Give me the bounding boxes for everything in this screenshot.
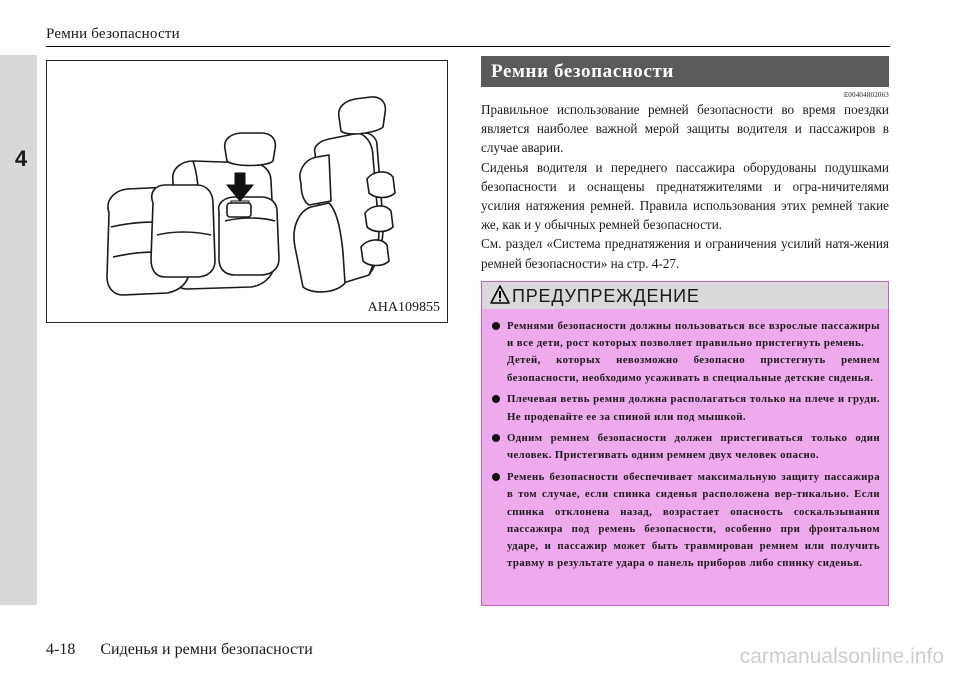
watermark: carmanualsonline.info xyxy=(739,645,944,668)
warning-item-text: Детей, которых невозможно безопасно пристегнуть ремнем безопасности, необходимо усаживать в специальные детские сиденья. xyxy=(507,354,880,384)
warning-box xyxy=(481,281,889,606)
warning-list xyxy=(490,318,880,577)
warning-triangle-icon xyxy=(490,285,510,304)
warning-item xyxy=(490,318,880,387)
warning-item-text: Ремень безопасности обеспечивает максимальную защиту пассажира в том случае, если спинка сиденья расположена вер-тикально. Если спинка отклонена назад, возрастает опасность соскальзывания пассажира под ремень безопасности, особенно при фронтальном ударе, и пассажир может быть травмирован ремнем или получить травму в результате удара о панель приборов либо спинку сиденья. xyxy=(507,471,880,570)
running-header-title: Ремни безопасности xyxy=(46,26,180,42)
header-divider xyxy=(46,46,890,47)
bullet-icon xyxy=(492,322,500,330)
warning-item-text: Одним ремнем безопасности должен пристегиваться только один человек. Пристегивать одним ремнем двух человек опасно. xyxy=(507,432,880,462)
chapter-tab xyxy=(0,55,37,605)
page-number: 4-18 xyxy=(46,641,76,658)
seat-belt-illustration xyxy=(47,61,447,322)
warning-item xyxy=(490,430,880,464)
warning-item-text: Плечевая ветвь ремня должна располагаться только на плече и груди. Не продевайте ее за спиной или под мышкой. xyxy=(507,393,880,423)
warning-item xyxy=(490,469,880,572)
bullet-icon xyxy=(492,395,500,403)
warning-item-text: Ремнями безопасности должны пользоваться все взрослые пассажиры и все дети, рост которых позволяет правильно пристегнуть ремень. xyxy=(507,320,880,350)
document-code: E00404802063 xyxy=(843,91,889,99)
body-paragraph: См. раздел «Система преднатяжения и ограничения усилий натя-жения ремней безопасности» на стр. 4-27. xyxy=(481,236,889,271)
figure-code: AHA109855 xyxy=(367,300,440,315)
section-body xyxy=(481,100,889,273)
warning-title: ПРЕДУПРЕЖДЕНИЕ xyxy=(512,286,700,306)
body-paragraph: Правильное использование ремней безопасности во время поездки является наиболее важной мерой защиты водителя и пассажиров в случае аварии. xyxy=(481,102,889,156)
section-title: Ремни безопасности xyxy=(481,56,889,87)
bullet-icon xyxy=(492,473,500,481)
warning-item xyxy=(490,391,880,425)
chapter-number: 4 xyxy=(14,146,28,171)
bullet-icon xyxy=(492,434,500,442)
page-footer xyxy=(46,641,313,659)
body-paragraph: Сиденья водителя и переднего пассажира оборудованы подушками безопасности и оснащены преднатяжителями и огра-ничителями усилия натяжения ремней. Правила использования этих ремней такие же, как и у обычных ремней безопасности. xyxy=(481,159,889,233)
footer-chapter-title: Сиденья и ремни безопасности xyxy=(100,641,313,658)
seat-illustration-figure xyxy=(46,60,448,323)
warning-header xyxy=(482,282,888,309)
